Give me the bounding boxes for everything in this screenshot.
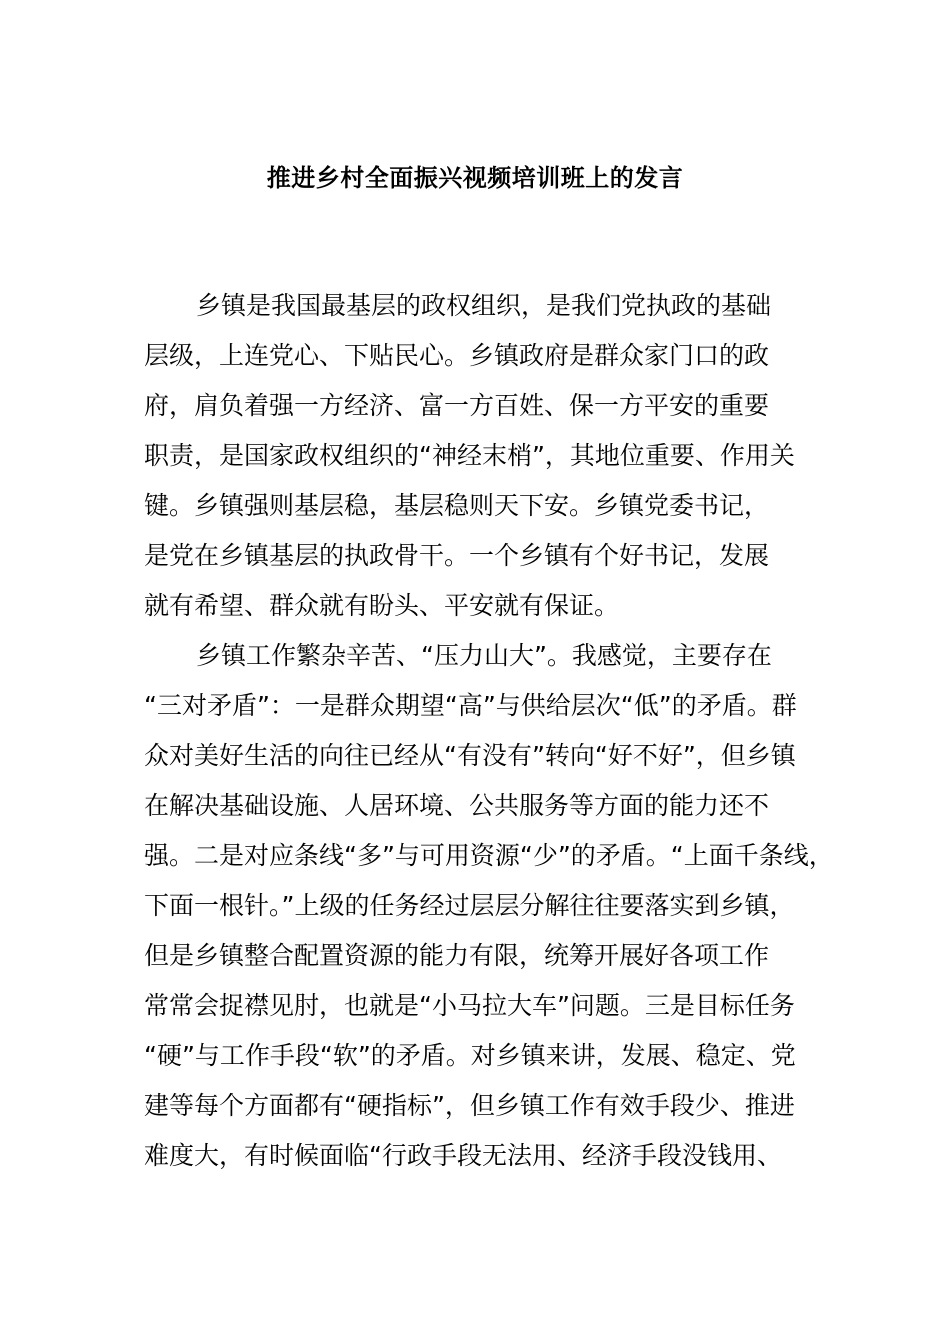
- paragraph-2: [144, 631, 834, 1181]
- text-line: 建等每个方面都有“硬指标”，但乡镇工作有效手段少、推进: [144, 1091, 795, 1120]
- text-line: “三对矛盾”：一是群众期望“高”与供给层次“低”的矛盾。群: [144, 691, 797, 720]
- text-line: 但是乡镇整合配置资源的能力有限，统筹开展好各项工作: [144, 941, 770, 970]
- text-line: 就有希望、群众就有盼头、平安就有保证。: [144, 591, 620, 620]
- paragraph-1: [144, 281, 834, 631]
- text-line: 乡镇工作繁杂辛苦、“压力山大”。我感觉，主要存在: [196, 641, 772, 670]
- text-line: 是党在乡镇基层的执政骨干。一个乡镇有个好书记，发展: [144, 541, 770, 570]
- document-body: [144, 281, 834, 1181]
- text-line: 常常会捉襟见肘，也就是“小马拉大车”问题。三是目标任务: [144, 991, 795, 1020]
- text-line: 众对美好生活的向往已经从“有没有”转向“好不好”，但乡镇: [144, 741, 796, 770]
- text-line: “硬”与工作手段“软”的矛盾。对乡镇来讲，发展、稳定、党: [144, 1041, 796, 1070]
- text-line: 难度大，有时候面临“行政手段无法用、经济手段没钱用、: [144, 1141, 782, 1170]
- text-line: 乡镇是我国最基层的政权组织，是我们党执政的基础: [196, 291, 772, 320]
- text-line: 在解决基础设施、人居环境、公共服务等方面的能力还不: [144, 791, 770, 820]
- text-line: 层级，上连党心、下贴民心。乡镇政府是群众家门口的政: [144, 341, 770, 370]
- document-title: 推进乡村全面振兴视频培训班上的发言: [266, 164, 684, 192]
- text-line: 职责，是国家政权组织的“神经末梢”，其地位重要、作用关: [144, 441, 795, 470]
- text-line: 强。二是对应条线“多”与可用资源“少”的矛盾。“上面千条线，: [144, 841, 834, 870]
- text-line: 键。乡镇强则基层稳，基层稳则天下安。乡镇党委书记，: [144, 491, 770, 520]
- text-line: 下面一根针。”上级的任务经过层层分解往往要落实到乡镇，: [144, 891, 795, 920]
- text-line: 府，肩负着强一方经济、富一方百姓、保一方平安的重要: [144, 391, 770, 420]
